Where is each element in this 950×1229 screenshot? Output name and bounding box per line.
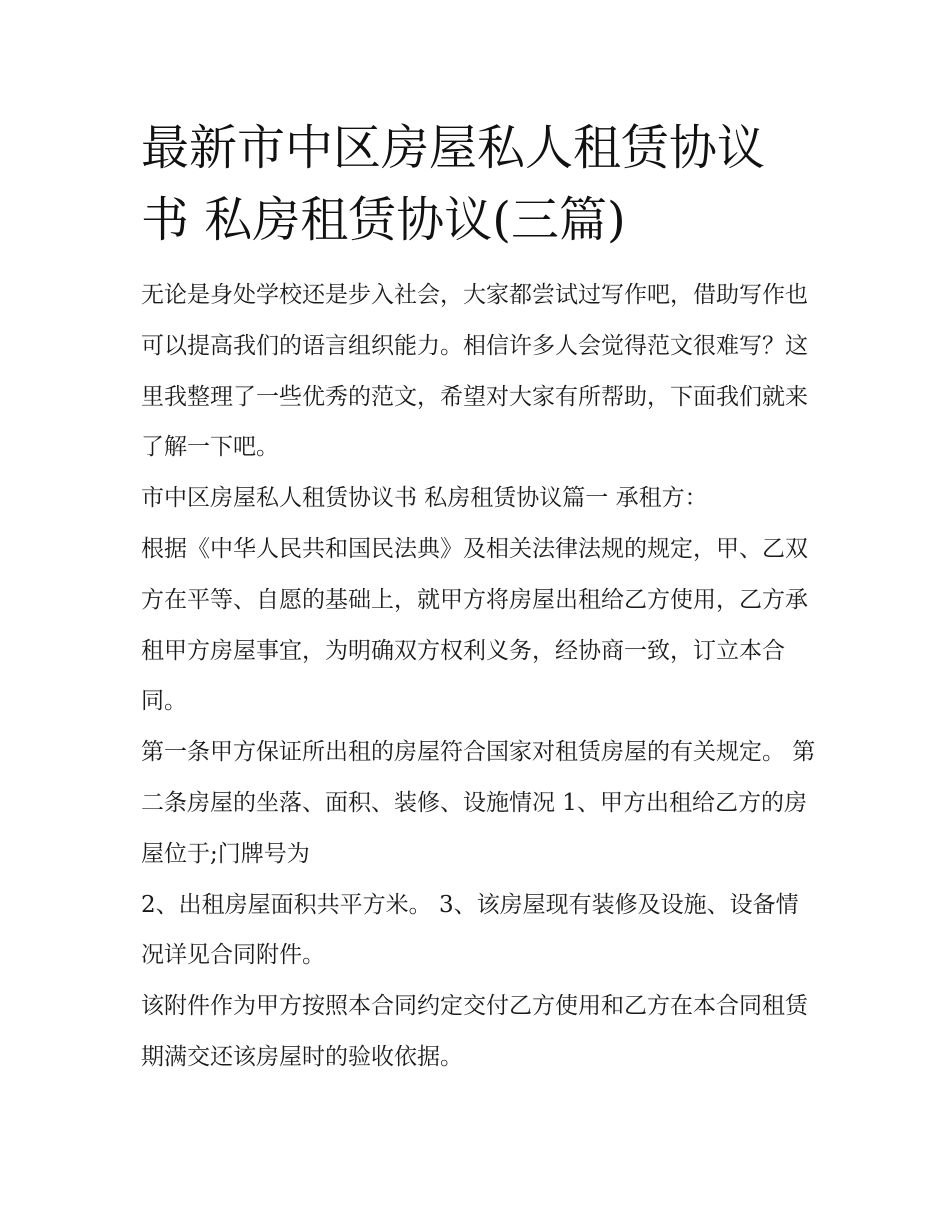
document-body: [141, 112, 821, 1083]
title-line-1: 最新市中区房屋私人租赁协议: [141, 120, 766, 176]
preamble-paragraph: 根据《中华人民共和国民法典》及相关法律法规的规定，甲、乙双方在平等、自愿的基础上，就甲方将房屋出租给乙方使用，乙方承租甲方房屋事宜，为明确双方权利义务，经协商一致，订立本合同。: [141, 535, 808, 715]
article-one-paragraph: 第一条甲方保证所出租的房屋符合国家对租赁房屋的有关规定。 第二条房屋的坐落、面积、装修、设施情况 1、甲方出租给乙方的房屋位于;门牌号为: [141, 739, 816, 867]
intro-paragraph: 无论是身处学校还是步入社会，大家都尝试过写作吧，借助写作也可以提高我们的语言组织能力。相信许多人会觉得范文很难写？这里我整理了一些优秀的范文，希望对大家有所帮助，下面我们就来了解一下吧。: [141, 282, 808, 461]
area-paragraph: 2、出租房屋面积共平方米。 3、该房屋现有装修及设施、设备情况详见合同附件。: [141, 891, 799, 969]
title-line-2: 书 私房租赁协议(三篇): [141, 192, 626, 248]
document-title: [141, 112, 821, 256]
attachment-paragraph: 该附件作为甲方按照本合同约定交付乙方使用和乙方在本合同租赁期满交还该房屋时的验收依据。: [141, 993, 808, 1070]
section-heading: 市中区房屋私人租赁协议书 私房租赁协议篇一 承租方：: [141, 485, 708, 512]
